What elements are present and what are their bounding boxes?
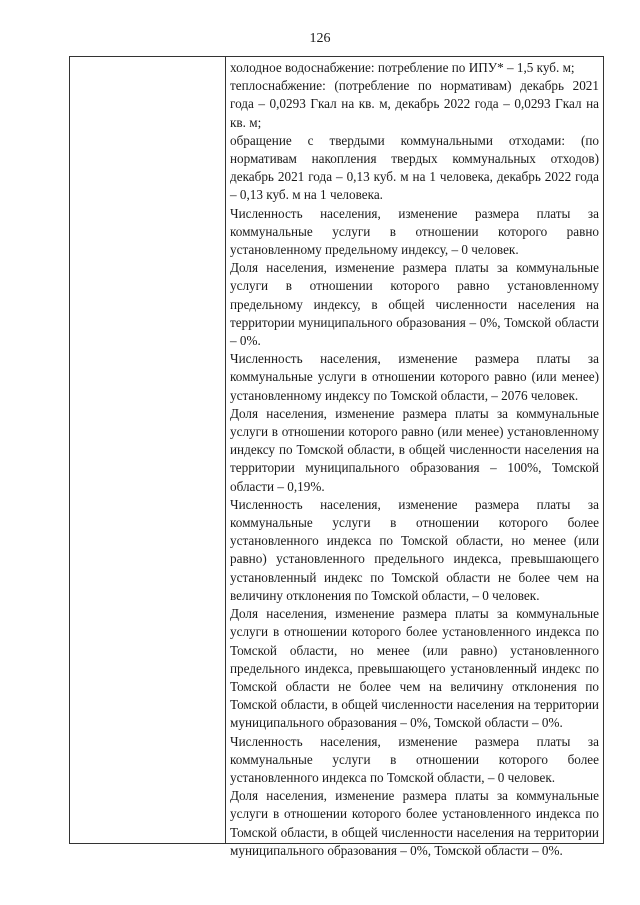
paragraph-share-above-index: Доля населения, изменение размера платы за коммунальные услуги в отношении которого более установленного индекса по Томской области, в общей численности населения на территории муниципального образования – 0%, Томской области – 0%. — [230, 788, 599, 858]
paragraph-share-above-index-within-limit: Доля населения, изменение размера платы за коммунальные услуги в отношении которого более установленного индекса по Томской области, но менее (или равно) установленного предельного индекса, превышающего установленный индекс по Томской области не более чем на величину отклонения по Томской области, в общей численности населения на территории муниципального образования – 0%, Томской области – 0%. — [230, 606, 599, 731]
column-divider — [225, 57, 226, 843]
paragraph-solid-waste: обращение с твердыми коммунальными отходами: (по нормативам накопления твердых коммунальных отходов) декабрь 2021 года – 0,13 куб. м на 1 человека, декабрь 2022 года – 0,13 куб. м на 1 человека. — [230, 132, 599, 203]
paragraph-population-equal-limit: Численность населения, изменение размера платы за коммунальные услуги в отношении которого равно установленному предельному индексу, – 0 человек. — [230, 205, 599, 258]
paragraph-share-equal-limit: Доля населения, изменение размера платы за коммунальные услуги в отношении которого равно установленному предельному индексу, в общей численности населения на территории муниципального образования – 0%, Томской области – 0%. — [230, 260, 599, 349]
paragraph-cold-water: холодное водоснабжение: потребление по ИПУ* – 1,5 куб. м; — [230, 60, 575, 75]
paragraph-population-above-index-within-limit: Численность населения, изменение размера платы за коммунальные услуги в отношении которого более установленного индекса по Томской области, но менее (или равно) установленного предельного индекса, превышающего установленный индекс по Томской области не более чем на величину отклонения по Томской области, – 0 человек. — [230, 496, 599, 603]
paragraph-share-within-index: Доля населения, изменение размера платы за коммунальные услуги в отношении которого равно (или менее) установленному индексу по Томской области, в общей численности населения на территории муниципального образования – 100%, Томской области – 0,19%. — [230, 405, 599, 494]
table-cell-text — [230, 59, 599, 860]
paragraph-population-within-index: Численность населения, изменение размера платы за коммунальные услуги в отношении которого равно (или менее) установленному индексу по Томской области, – 2076 человек. — [230, 351, 599, 403]
paragraph-heating: теплоснабжение: (потребление по нормативам) декабрь 2021 года – 0,0293 Гкал на кв. м, декабрь 2022 года – 0,0293 Гкал на кв. м; — [230, 78, 599, 130]
document-table — [69, 56, 604, 858]
page-number: 126 — [309, 31, 331, 46]
paragraph-population-above-index: Численность населения, изменение размера платы за коммунальные услуги в отношении которого более установленного индекса по Томской области, – 0 человек. — [230, 733, 599, 785]
